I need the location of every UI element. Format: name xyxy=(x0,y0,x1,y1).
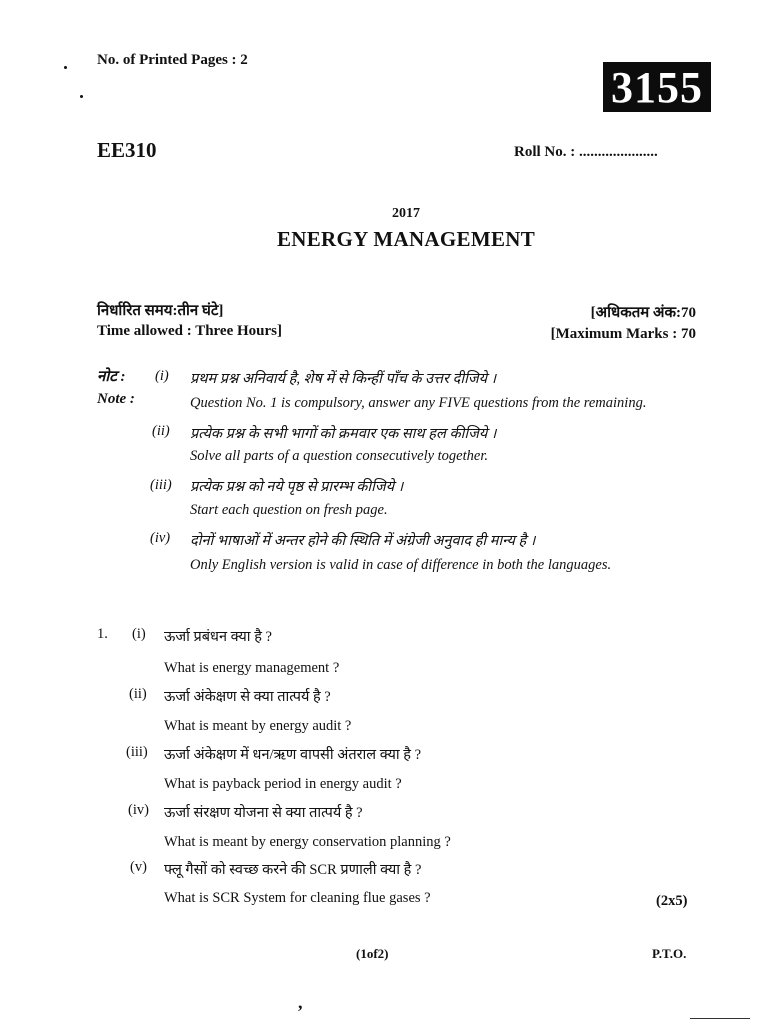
question-part-english: What is payback period in energy audit ? xyxy=(164,776,402,792)
note-label: Note : xyxy=(97,391,135,407)
question-part-english: What is SCR System for cleaning flue gases ? xyxy=(164,890,431,906)
pto-marker: P.T.O. xyxy=(652,946,687,961)
question-part-number: (ii) xyxy=(129,686,147,702)
note-number: (iv) xyxy=(150,530,171,546)
question-part-hindi: ऊर्जा प्रबंधन क्या है ? xyxy=(164,629,272,645)
question-marks: (2x5) xyxy=(656,893,688,909)
question-part-english: What is meant by energy audit ? xyxy=(164,718,352,734)
stray-mark xyxy=(80,95,83,98)
printed-pages: No. of Printed Pages : 2 xyxy=(97,52,248,68)
note-hindi: प्रत्येक प्रश्न को नये पृष्ठ से प्रारम्भ कीजिये । xyxy=(190,479,404,495)
stray-mark: , xyxy=(298,992,303,1012)
question-part-english: What is meant by energy conservation planning ? xyxy=(164,834,451,850)
note-hindi: प्रथम प्रश्न अनिवार्य है, शेष में से किन्हीं पाँच के उत्तर दीजिये । xyxy=(190,371,497,387)
note-english: Solve all parts of a question consecutively together. xyxy=(190,448,488,464)
question-part-english: What is energy management ? xyxy=(164,660,340,676)
note-label-hindi: नोट : xyxy=(97,369,126,385)
paper-code-box: 3155 xyxy=(603,62,711,112)
question-part-hindi: ऊर्जा अंकेक्षण से क्या तात्पर्य है ? xyxy=(164,689,331,705)
question-part-number: (iv) xyxy=(128,802,149,818)
question-part-hindi: ऊर्जा अंकेक्षण में धन/ऋण वापसी अंतराल क्या है ? xyxy=(164,747,422,763)
note-english: Start each question on fresh page. xyxy=(190,502,388,518)
question-part-number: (v) xyxy=(130,859,147,875)
page-number: (1of2) xyxy=(356,946,389,961)
question-part-hindi: ऊर्जा संरक्षण योजना से क्या तात्पर्य है ? xyxy=(164,805,363,821)
stray-mark xyxy=(64,66,67,69)
note-hindi: दोनों भाषाओं में अन्तर होने की स्थिति में अंग्रेजी अनुवाद ही मान्य है । xyxy=(190,533,536,549)
max-marks-hindi: [अधिकतम अंक:70 xyxy=(590,305,696,321)
question-number: 1. xyxy=(97,626,108,642)
subject-code: EE310 xyxy=(97,138,157,162)
page-edge-line xyxy=(690,1018,750,1019)
question-part-number: (i) xyxy=(132,626,146,642)
note-number: (ii) xyxy=(152,423,170,439)
note-number: (i) xyxy=(155,368,169,384)
roll-number: Roll No. : ..................... xyxy=(514,144,658,160)
note-number: (iii) xyxy=(150,477,172,493)
note-english: Question No. 1 is compulsory, answer any FIVE questions from the remaining. xyxy=(190,395,647,411)
time-allowed-hindi: निर्धारित समय:तीन घंटे] xyxy=(97,303,224,319)
question-part-number: (iii) xyxy=(126,744,148,760)
exam-year: 2017 xyxy=(392,206,420,221)
max-marks: [Maximum Marks : 70 xyxy=(550,326,696,342)
note-hindi: प्रत्येक प्रश्न के सभी भागों को क्रमवार एक साथ हल कीजिये । xyxy=(190,426,497,442)
exam-title: ENERGY MANAGEMENT xyxy=(276,227,536,251)
note-english: Only English version is valid in case of difference in both the languages. xyxy=(190,557,612,573)
question-part-hindi: फ्लू गैसों को स्वच्छ करने की SCR प्रणाली क्या है ? xyxy=(164,862,422,878)
time-allowed: Time allowed : Three Hours] xyxy=(97,323,282,339)
